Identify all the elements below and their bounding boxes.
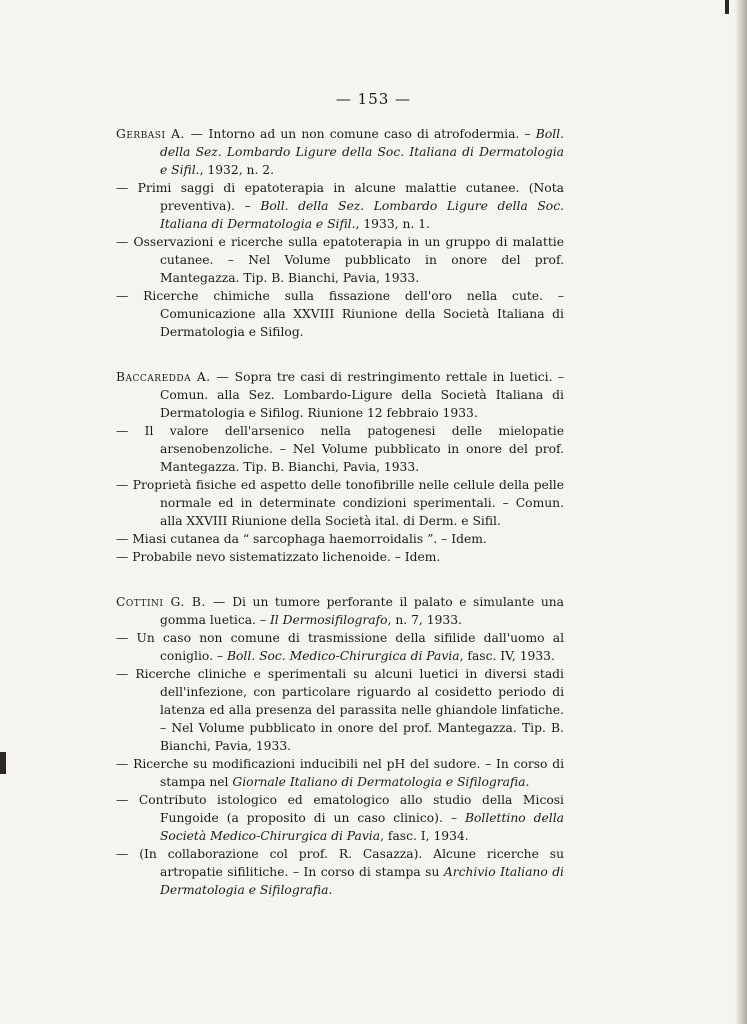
entry-text: Ricerche cliniche e sperimentali su alcuni luetici in diversi stadi dell'infezione, con particolare riguardo al cosidetto periodo di latenza ed alla presenza del parassita nelle ghiandole linfatiche. – Nel Volume pubblicato in onore del prof. Mantegazza. Tip. B. Bianchi, Pavia, 1933. (135, 667, 564, 753)
bibliography-entry (116, 422, 564, 476)
publication-title: Archivio Italiano di Dermatologia e Sifilografia (160, 865, 564, 897)
ditto-dash: — (116, 424, 129, 438)
ditto-dash: — (116, 550, 129, 564)
bibliography-entry (116, 368, 564, 422)
author-name: Gerbasi A. — (116, 127, 204, 141)
publication-title: Giornale Italiano di Dermatologia e Sifilografia (232, 775, 526, 789)
author-name: Cottini G. B. — (116, 595, 226, 609)
entry-text: Ricerche chimiche sulla fissazione dell'oro nella cute. – Comunicazione alla XXVIII Riunione della Società Italiana di Dermatologia e Sifilog. (143, 289, 564, 339)
entry-text: Probabile nevo sistematizzato lichenoide. – Idem. (132, 550, 441, 564)
binding-mark (0, 752, 6, 774)
entry-text: Contributo istologico ed ematologico allo studio della Micosi Fungoide (a proposito di un caso clinico). – (138, 793, 564, 825)
bibliography-entry (116, 791, 564, 845)
entry-tail: , 1933, n. 1. (355, 217, 430, 231)
bibliography-entry (116, 593, 564, 629)
entry-text: Di un tumore perforante il palato e simulante una gomma luetica. – (160, 595, 564, 627)
entry-tail: , fasc. I, 1934. (380, 829, 469, 843)
ditto-dash: — (116, 757, 129, 771)
entry-text: Intorno ad un non comune caso di atrofodermia. – (208, 127, 536, 141)
author-group (116, 368, 564, 566)
entry-text: (In collaborazione col prof. R. Casazza). Alcune ricerche su artropatie sifilitiche. – In corso di stampa su (139, 847, 564, 879)
publication-title: Il Dermosifilografo (269, 613, 388, 627)
bibliography-entry (116, 287, 564, 341)
ditto-dash: — (116, 478, 129, 492)
bibliography-entry (116, 125, 564, 179)
bibliography-entry (116, 665, 564, 755)
entry-text: Ricerche su modificazioni inducibili nel pH del sudore. – In corso di stampa nel (133, 757, 564, 789)
bibliography-entry (116, 530, 564, 548)
entry-text: Sopra tre casi di restringimento rettale in luetici. – Comun. alla Sez. Lombardo-Ligure della Società Italiana di Dermatologia e Sifilog. Riunione 12 febbraio 1933. (160, 370, 564, 420)
entry-text: Primi saggi di epatoterapia in alcune malattie cutanee. (Nota preventiva). – (137, 181, 564, 213)
entry-tail: , fasc. IV, 1933. (459, 649, 555, 663)
author-group (116, 593, 564, 899)
publication-title: Bollettino della Società Medico-Chirurgica di Pavia (160, 811, 564, 843)
entry-tail: . (525, 775, 530, 789)
entry-text: Osservazioni e ricerche sulla epatoterapia in un gruppo di malattie cutanee. – Nel Volume pubblicato in onore del prof. Mantegazza. Tip. B. Bianchi, Pavia, 1933. (133, 235, 564, 285)
ditto-dash: — (116, 667, 129, 681)
page-number: — 153 — (335, 90, 412, 108)
bibliography-entry (116, 233, 564, 287)
publication-title: Boll. della Sez. Lombardo Ligure della Soc. Italiana di Dermatologia e Sifil. (160, 127, 564, 177)
entry-tail: , 1932, n. 2. (199, 163, 274, 177)
bibliography-entry (116, 179, 564, 233)
ditto-dash: — (116, 847, 129, 861)
bibliography (116, 120, 564, 926)
bibliography-entry (116, 845, 564, 899)
bibliography-entry (116, 755, 564, 791)
entry-text: Il valore dell'arsenico nella patogenesi delle mielopatie arsenobenzoliche. – Nel Volume pubblicato in onore del prof. Mantegazza. Tip. B. Bianchi, Pavia, 1933. (144, 424, 565, 474)
publication-title: Boll. della Sez. Lombardo Ligure della Soc. Italiana di Dermatologia e Sifil. (160, 199, 565, 231)
bibliography-entry (116, 629, 564, 665)
author-group (116, 125, 564, 341)
ditto-dash: — (116, 235, 129, 249)
entry-tail: . (328, 883, 333, 897)
ditto-dash: — (116, 793, 129, 807)
publication-title: Boll. Soc. Medico-Chirurgica di Pavia (226, 649, 460, 663)
entry-tail: , n. 7, 1933. (387, 613, 462, 627)
bibliography-entry (116, 476, 564, 530)
ditto-dash: — (116, 289, 129, 303)
author-name: Baccaredda A. — (116, 370, 230, 384)
ditto-dash: — (116, 532, 129, 546)
page-shadow-edge (735, 0, 747, 1024)
entry-text: Proprietà fisiche ed aspetto delle tonofibrille nelle cellule della pelle normale ed in determinate condizioni sperimentali. – Comun. alla XXVIII Riunione della Società ital. di Derm. e Sifil. (132, 478, 564, 528)
corner-mark (725, 0, 729, 14)
entry-text: Un caso non comune di trasmissione della sifilide dall'uomo al coniglio. – (136, 631, 564, 663)
entry-text: Miasi cutanea da “ sarcophaga haemorroidalis ”. – Idem. (132, 532, 487, 546)
ditto-dash: — (116, 181, 129, 195)
bibliography-entry (116, 548, 564, 566)
ditto-dash: — (116, 631, 129, 645)
